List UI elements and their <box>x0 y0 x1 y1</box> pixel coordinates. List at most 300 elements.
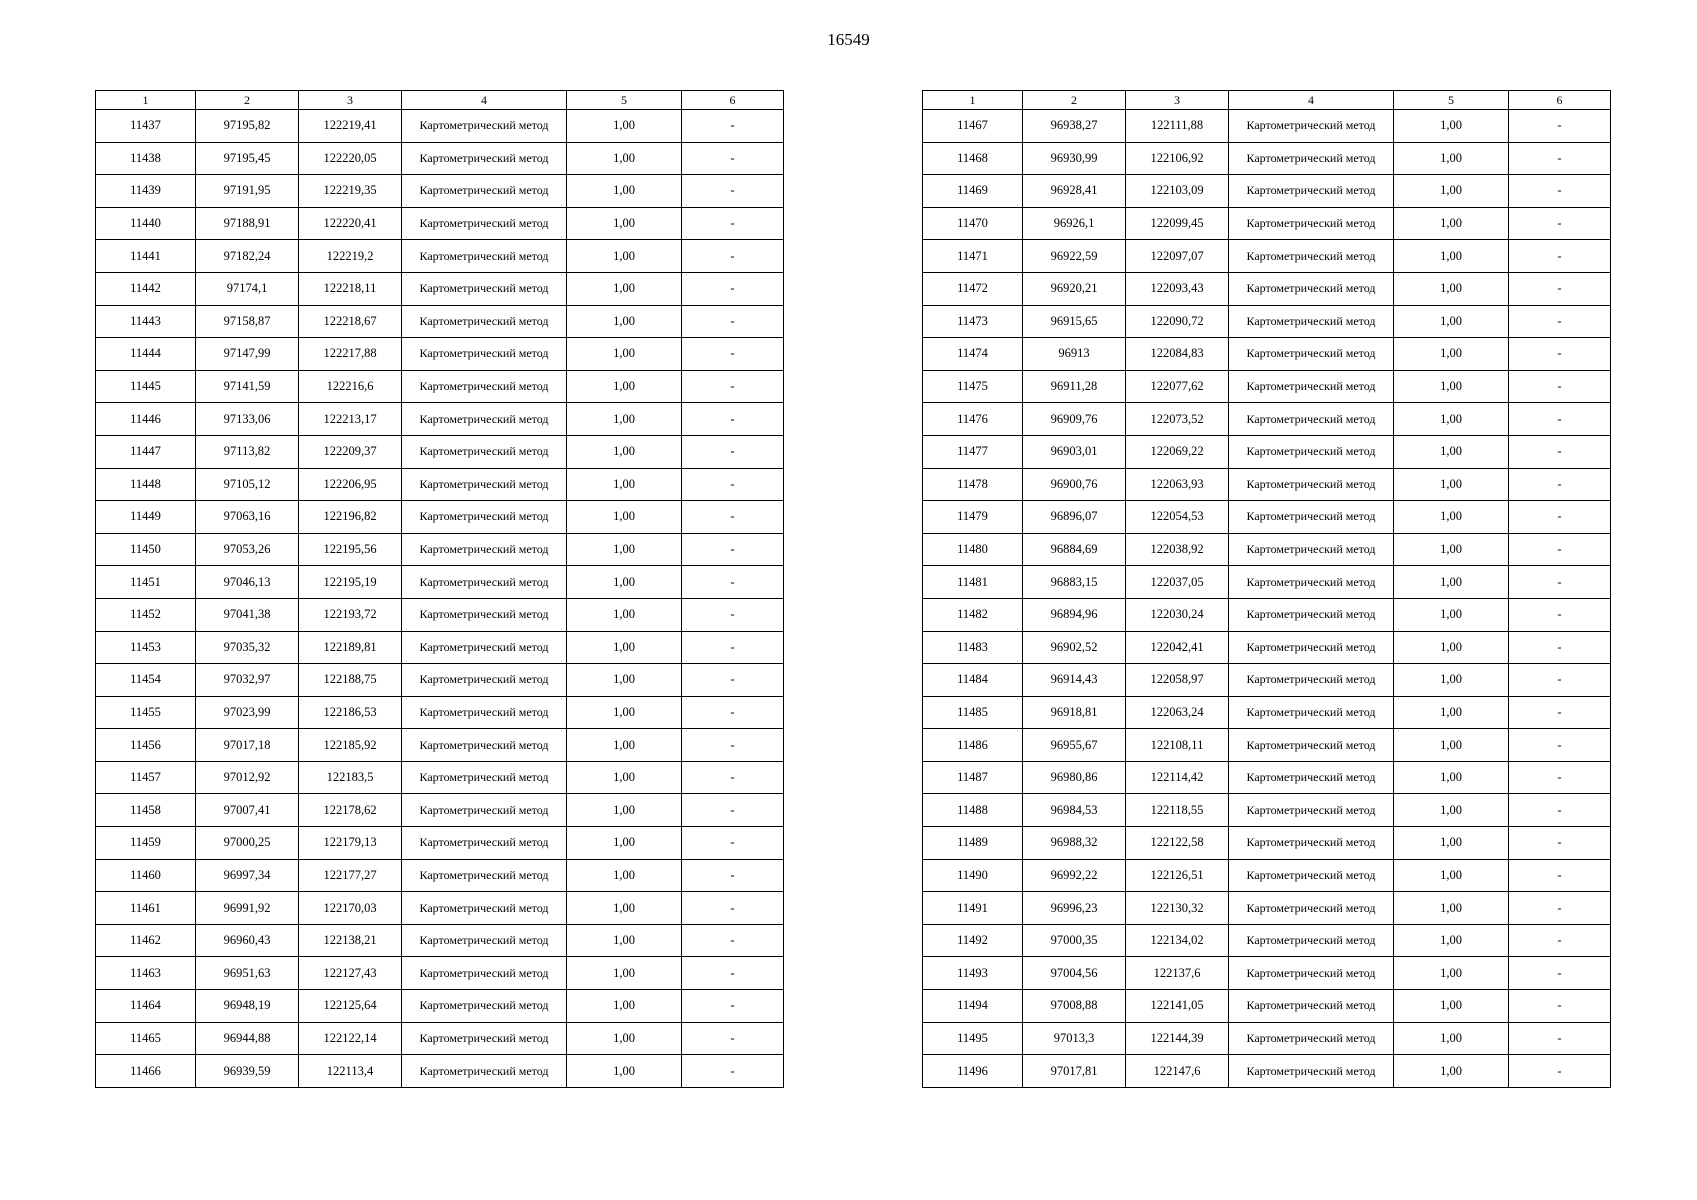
y-coordinate-cell: 122186,53 <box>299 696 402 729</box>
point-number-cell: 11479 <box>923 501 1023 534</box>
point-number-cell: 11459 <box>96 827 196 860</box>
table-row <box>96 957 784 990</box>
description-cell: - <box>682 631 784 664</box>
accuracy-cell: 1,00 <box>1394 142 1509 175</box>
description-cell: - <box>682 403 784 436</box>
y-coordinate-cell: 122084,83 <box>1126 338 1229 371</box>
table-row <box>923 729 1611 762</box>
table-row <box>96 664 784 697</box>
column-header: 1 <box>923 91 1023 110</box>
y-coordinate-cell: 122147,6 <box>1126 1055 1229 1088</box>
accuracy-cell: 1,00 <box>567 924 682 957</box>
point-number-cell: 11471 <box>923 240 1023 273</box>
table-row <box>923 142 1611 175</box>
x-coordinate-cell: 97008,88 <box>1023 990 1126 1023</box>
x-coordinate-cell: 97032,97 <box>196 664 299 697</box>
table-row <box>923 207 1611 240</box>
y-coordinate-cell: 122077,62 <box>1126 370 1229 403</box>
x-coordinate-cell: 97063,16 <box>196 501 299 534</box>
table-row <box>923 403 1611 436</box>
table-row <box>923 664 1611 697</box>
method-cell: Картометрический метод <box>1229 501 1394 534</box>
accuracy-cell: 1,00 <box>1394 990 1509 1023</box>
table-row <box>96 240 784 273</box>
point-number-cell: 11442 <box>96 272 196 305</box>
y-coordinate-cell: 122122,14 <box>299 1022 402 1055</box>
point-number-cell: 11446 <box>96 403 196 436</box>
description-cell: - <box>682 598 784 631</box>
table-row <box>96 403 784 436</box>
x-coordinate-cell: 96951,63 <box>196 957 299 990</box>
y-coordinate-cell: 122195,19 <box>299 566 402 599</box>
description-cell: - <box>1509 761 1611 794</box>
table-row <box>96 696 784 729</box>
point-number-cell: 11454 <box>96 664 196 697</box>
description-cell: - <box>682 370 784 403</box>
x-coordinate-cell: 96980,86 <box>1023 761 1126 794</box>
x-coordinate-cell: 96928,41 <box>1023 175 1126 208</box>
table-row <box>923 305 1611 338</box>
point-number-cell: 11441 <box>96 240 196 273</box>
coordinates-table-right <box>922 90 1611 1088</box>
table-row <box>96 892 784 925</box>
description-cell: - <box>682 566 784 599</box>
x-coordinate-cell: 96997,34 <box>196 859 299 892</box>
point-number-cell: 11474 <box>923 338 1023 371</box>
x-coordinate-cell: 96955,67 <box>1023 729 1126 762</box>
point-number-cell: 11477 <box>923 435 1023 468</box>
point-number-cell: 11456 <box>96 729 196 762</box>
method-cell: Картометрический метод <box>402 272 567 305</box>
table-row <box>923 631 1611 664</box>
description-cell: - <box>1509 794 1611 827</box>
y-coordinate-cell: 122114,42 <box>1126 761 1229 794</box>
method-cell: Картометрический метод <box>1229 729 1394 762</box>
description-cell: - <box>682 696 784 729</box>
x-coordinate-cell: 96909,76 <box>1023 403 1126 436</box>
x-coordinate-cell: 96960,43 <box>196 924 299 957</box>
table-row <box>923 696 1611 729</box>
point-number-cell: 11476 <box>923 403 1023 436</box>
table-row <box>96 631 784 664</box>
x-coordinate-cell: 97017,18 <box>196 729 299 762</box>
x-coordinate-cell: 96920,21 <box>1023 272 1126 305</box>
method-cell: Картометрический метод <box>402 1022 567 1055</box>
y-coordinate-cell: 122138,21 <box>299 924 402 957</box>
y-coordinate-cell: 122209,37 <box>299 435 402 468</box>
point-number-cell: 11443 <box>96 305 196 338</box>
description-cell: - <box>1509 175 1611 208</box>
method-cell: Картометрический метод <box>1229 435 1394 468</box>
accuracy-cell: 1,00 <box>567 859 682 892</box>
accuracy-cell: 1,00 <box>1394 501 1509 534</box>
method-cell: Картометрический метод <box>1229 403 1394 436</box>
accuracy-cell: 1,00 <box>1394 924 1509 957</box>
method-cell: Картометрический метод <box>402 305 567 338</box>
y-coordinate-cell: 122038,92 <box>1126 533 1229 566</box>
y-coordinate-cell: 122125,64 <box>299 990 402 1023</box>
point-number-cell: 11453 <box>96 631 196 664</box>
accuracy-cell: 1,00 <box>567 272 682 305</box>
y-coordinate-cell: 122063,93 <box>1126 468 1229 501</box>
y-coordinate-cell: 122130,32 <box>1126 892 1229 925</box>
method-cell: Картометрический метод <box>1229 859 1394 892</box>
x-coordinate-cell: 97174,1 <box>196 272 299 305</box>
x-coordinate-cell: 96944,88 <box>196 1022 299 1055</box>
accuracy-cell: 1,00 <box>1394 240 1509 273</box>
method-cell: Картометрический метод <box>1229 892 1394 925</box>
description-cell: - <box>682 468 784 501</box>
y-coordinate-cell: 122108,11 <box>1126 729 1229 762</box>
table-row <box>923 435 1611 468</box>
description-cell: - <box>682 435 784 468</box>
column-header: 4 <box>402 91 567 110</box>
point-number-cell: 11464 <box>96 990 196 1023</box>
table-header-row <box>923 91 1611 110</box>
description-cell: - <box>1509 468 1611 501</box>
table-row <box>96 794 784 827</box>
accuracy-cell: 1,00 <box>567 501 682 534</box>
x-coordinate-cell: 96914,43 <box>1023 664 1126 697</box>
table-row <box>96 175 784 208</box>
accuracy-cell: 1,00 <box>1394 598 1509 631</box>
accuracy-cell: 1,00 <box>1394 110 1509 143</box>
method-cell: Картометрический метод <box>1229 240 1394 273</box>
description-cell: - <box>1509 305 1611 338</box>
x-coordinate-cell: 97017,81 <box>1023 1055 1126 1088</box>
y-coordinate-cell: 122069,22 <box>1126 435 1229 468</box>
description-cell: - <box>1509 631 1611 664</box>
y-coordinate-cell: 122118,55 <box>1126 794 1229 827</box>
method-cell: Картометрический метод <box>1229 207 1394 240</box>
description-cell: - <box>1509 664 1611 697</box>
description-cell: - <box>1509 827 1611 860</box>
accuracy-cell: 1,00 <box>1394 957 1509 990</box>
accuracy-cell: 1,00 <box>567 664 682 697</box>
accuracy-cell: 1,00 <box>567 990 682 1023</box>
accuracy-cell: 1,00 <box>567 468 682 501</box>
table-row <box>96 761 784 794</box>
x-coordinate-cell: 96996,23 <box>1023 892 1126 925</box>
accuracy-cell: 1,00 <box>567 338 682 371</box>
method-cell: Картометрический метод <box>402 468 567 501</box>
point-number-cell: 11486 <box>923 729 1023 762</box>
x-coordinate-cell: 97013,3 <box>1023 1022 1126 1055</box>
point-number-cell: 11484 <box>923 664 1023 697</box>
accuracy-cell: 1,00 <box>567 566 682 599</box>
method-cell: Картометрический метод <box>1229 598 1394 631</box>
description-cell: - <box>682 892 784 925</box>
column-header: 5 <box>567 91 682 110</box>
accuracy-cell: 1,00 <box>567 175 682 208</box>
method-cell: Картометрический метод <box>1229 924 1394 957</box>
table-row <box>923 566 1611 599</box>
column-header: 5 <box>1394 91 1509 110</box>
table-row <box>923 957 1611 990</box>
method-cell: Картометрический метод <box>402 338 567 371</box>
column-header: 3 <box>1126 91 1229 110</box>
x-coordinate-cell: 96991,92 <box>196 892 299 925</box>
point-number-cell: 11440 <box>96 207 196 240</box>
description-cell: - <box>682 305 784 338</box>
x-coordinate-cell: 97004,56 <box>1023 957 1126 990</box>
column-header: 1 <box>96 91 196 110</box>
table-header-row <box>96 91 784 110</box>
description-cell: - <box>682 729 784 762</box>
table-row <box>96 142 784 175</box>
table-row <box>96 370 784 403</box>
point-number-cell: 11461 <box>96 892 196 925</box>
method-cell: Картометрический метод <box>1229 566 1394 599</box>
method-cell: Картометрический метод <box>402 990 567 1023</box>
accuracy-cell: 1,00 <box>1394 1022 1509 1055</box>
x-coordinate-cell: 97195,45 <box>196 142 299 175</box>
table-row <box>923 1055 1611 1088</box>
accuracy-cell: 1,00 <box>1394 696 1509 729</box>
method-cell: Картометрический метод <box>1229 1022 1394 1055</box>
x-coordinate-cell: 97147,99 <box>196 338 299 371</box>
x-coordinate-cell: 97182,24 <box>196 240 299 273</box>
x-coordinate-cell: 97188,91 <box>196 207 299 240</box>
description-cell: - <box>682 827 784 860</box>
method-cell: Картометрический метод <box>402 175 567 208</box>
accuracy-cell: 1,00 <box>1394 566 1509 599</box>
x-coordinate-cell: 97191,95 <box>196 175 299 208</box>
method-cell: Картометрический метод <box>402 598 567 631</box>
x-coordinate-cell: 96988,32 <box>1023 827 1126 860</box>
y-coordinate-cell: 122134,02 <box>1126 924 1229 957</box>
method-cell: Картометрический метод <box>1229 957 1394 990</box>
y-coordinate-cell: 122219,35 <box>299 175 402 208</box>
x-coordinate-cell: 97041,38 <box>196 598 299 631</box>
description-cell: - <box>682 338 784 371</box>
y-coordinate-cell: 122196,82 <box>299 501 402 534</box>
method-cell: Картометрический метод <box>402 729 567 762</box>
x-coordinate-cell: 97035,32 <box>196 631 299 664</box>
x-coordinate-cell: 97053,26 <box>196 533 299 566</box>
description-cell: - <box>682 859 784 892</box>
point-number-cell: 11438 <box>96 142 196 175</box>
table-row <box>96 924 784 957</box>
method-cell: Картометрический метод <box>1229 533 1394 566</box>
y-coordinate-cell: 122188,75 <box>299 664 402 697</box>
column-header: 2 <box>1023 91 1126 110</box>
method-cell: Картометрический метод <box>402 403 567 436</box>
description-cell: - <box>682 664 784 697</box>
description-cell: - <box>1509 338 1611 371</box>
y-coordinate-cell: 122093,43 <box>1126 272 1229 305</box>
y-coordinate-cell: 122073,52 <box>1126 403 1229 436</box>
description-cell: - <box>1509 533 1611 566</box>
point-number-cell: 11450 <box>96 533 196 566</box>
method-cell: Картометрический метод <box>1229 338 1394 371</box>
point-number-cell: 11469 <box>923 175 1023 208</box>
x-coordinate-cell: 97046,13 <box>196 566 299 599</box>
y-coordinate-cell: 122042,41 <box>1126 631 1229 664</box>
y-coordinate-cell: 122113,4 <box>299 1055 402 1088</box>
table-row <box>96 1022 784 1055</box>
method-cell: Картометрический метод <box>402 664 567 697</box>
accuracy-cell: 1,00 <box>1394 892 1509 925</box>
description-cell: - <box>1509 924 1611 957</box>
method-cell: Картометрический метод <box>402 761 567 794</box>
point-number-cell: 11472 <box>923 272 1023 305</box>
point-number-cell: 11467 <box>923 110 1023 143</box>
method-cell: Картометрический метод <box>402 207 567 240</box>
description-cell: - <box>1509 957 1611 990</box>
x-coordinate-cell: 97105,12 <box>196 468 299 501</box>
accuracy-cell: 1,00 <box>567 207 682 240</box>
point-number-cell: 11463 <box>96 957 196 990</box>
point-number-cell: 11483 <box>923 631 1023 664</box>
accuracy-cell: 1,00 <box>567 892 682 925</box>
method-cell: Картометрический метод <box>1229 696 1394 729</box>
accuracy-cell: 1,00 <box>1394 1055 1509 1088</box>
table-row <box>96 468 784 501</box>
point-number-cell: 11439 <box>96 175 196 208</box>
method-cell: Картометрический метод <box>402 370 567 403</box>
accuracy-cell: 1,00 <box>567 435 682 468</box>
method-cell: Картометрический метод <box>1229 827 1394 860</box>
description-cell: - <box>682 924 784 957</box>
accuracy-cell: 1,00 <box>1394 859 1509 892</box>
y-coordinate-cell: 122111,88 <box>1126 110 1229 143</box>
accuracy-cell: 1,00 <box>567 533 682 566</box>
method-cell: Картометрический метод <box>1229 272 1394 305</box>
table-row <box>923 892 1611 925</box>
point-number-cell: 11437 <box>96 110 196 143</box>
method-cell: Картометрический метод <box>402 794 567 827</box>
accuracy-cell: 1,00 <box>1394 403 1509 436</box>
point-number-cell: 11489 <box>923 827 1023 860</box>
accuracy-cell: 1,00 <box>1394 761 1509 794</box>
point-number-cell: 11481 <box>923 566 1023 599</box>
y-coordinate-cell: 122137,6 <box>1126 957 1229 990</box>
table-row <box>923 827 1611 860</box>
x-coordinate-cell: 97113,82 <box>196 435 299 468</box>
description-cell: - <box>1509 370 1611 403</box>
description-cell: - <box>682 533 784 566</box>
table-row <box>96 501 784 534</box>
x-coordinate-cell: 96883,15 <box>1023 566 1126 599</box>
table-row <box>923 598 1611 631</box>
y-coordinate-cell: 122185,92 <box>299 729 402 762</box>
accuracy-cell: 1,00 <box>567 729 682 762</box>
method-cell: Картометрический метод <box>402 827 567 860</box>
x-coordinate-cell: 96913 <box>1023 338 1126 371</box>
x-coordinate-cell: 97133,06 <box>196 403 299 436</box>
description-cell: - <box>682 1055 784 1088</box>
y-coordinate-cell: 122054,53 <box>1126 501 1229 534</box>
method-cell: Картометрический метод <box>402 957 567 990</box>
point-number-cell: 11458 <box>96 794 196 827</box>
y-coordinate-cell: 122122,58 <box>1126 827 1229 860</box>
description-cell: - <box>1509 598 1611 631</box>
description-cell: - <box>1509 990 1611 1023</box>
description-cell: - <box>1509 142 1611 175</box>
y-coordinate-cell: 122097,07 <box>1126 240 1229 273</box>
description-cell: - <box>682 110 784 143</box>
table-row <box>923 338 1611 371</box>
description-cell: - <box>682 794 784 827</box>
point-number-cell: 11488 <box>923 794 1023 827</box>
x-coordinate-cell: 97141,59 <box>196 370 299 403</box>
method-cell: Картометрический метод <box>1229 370 1394 403</box>
point-number-cell: 11451 <box>96 566 196 599</box>
description-cell: - <box>1509 207 1611 240</box>
x-coordinate-cell: 96926,1 <box>1023 207 1126 240</box>
method-cell: Картометрический метод <box>402 566 567 599</box>
x-coordinate-cell: 96939,59 <box>196 1055 299 1088</box>
description-cell: - <box>682 207 784 240</box>
x-coordinate-cell: 96992,22 <box>1023 859 1126 892</box>
description-cell: - <box>682 272 784 305</box>
coordinates-table-left <box>95 90 784 1088</box>
x-coordinate-cell: 96903,01 <box>1023 435 1126 468</box>
table-row <box>923 370 1611 403</box>
table-row <box>96 859 784 892</box>
table-row <box>96 598 784 631</box>
description-cell: - <box>682 240 784 273</box>
description-cell: - <box>682 175 784 208</box>
y-coordinate-cell: 122063,24 <box>1126 696 1229 729</box>
column-header: 2 <box>196 91 299 110</box>
accuracy-cell: 1,00 <box>1394 794 1509 827</box>
table-row <box>96 110 784 143</box>
point-number-cell: 11468 <box>923 142 1023 175</box>
y-coordinate-cell: 122216,6 <box>299 370 402 403</box>
description-cell: - <box>1509 1055 1611 1088</box>
accuracy-cell: 1,00 <box>567 696 682 729</box>
table-row <box>96 990 784 1023</box>
method-cell: Картометрический метод <box>1229 794 1394 827</box>
method-cell: Картометрический метод <box>402 1055 567 1088</box>
point-number-cell: 11455 <box>96 696 196 729</box>
x-coordinate-cell: 96896,07 <box>1023 501 1126 534</box>
accuracy-cell: 1,00 <box>1394 435 1509 468</box>
description-cell: - <box>682 761 784 794</box>
method-cell: Картометрический метод <box>1229 468 1394 501</box>
accuracy-cell: 1,00 <box>567 1055 682 1088</box>
y-coordinate-cell: 122195,56 <box>299 533 402 566</box>
y-coordinate-cell: 122106,92 <box>1126 142 1229 175</box>
x-coordinate-cell: 97012,92 <box>196 761 299 794</box>
description-cell: - <box>1509 403 1611 436</box>
accuracy-cell: 1,00 <box>567 827 682 860</box>
method-cell: Картометрический метод <box>402 892 567 925</box>
y-coordinate-cell: 122183,5 <box>299 761 402 794</box>
accuracy-cell: 1,00 <box>1394 468 1509 501</box>
accuracy-cell: 1,00 <box>1394 272 1509 305</box>
method-cell: Картометрический метод <box>1229 664 1394 697</box>
point-number-cell: 11494 <box>923 990 1023 1023</box>
y-coordinate-cell: 122206,95 <box>299 468 402 501</box>
y-coordinate-cell: 122090,72 <box>1126 305 1229 338</box>
y-coordinate-cell: 122030,24 <box>1126 598 1229 631</box>
table-row <box>923 761 1611 794</box>
method-cell: Картометрический метод <box>1229 1055 1394 1088</box>
point-number-cell: 11495 <box>923 1022 1023 1055</box>
point-number-cell: 11449 <box>96 501 196 534</box>
accuracy-cell: 1,00 <box>567 957 682 990</box>
accuracy-cell: 1,00 <box>1394 175 1509 208</box>
description-cell: - <box>1509 859 1611 892</box>
point-number-cell: 11444 <box>96 338 196 371</box>
point-number-cell: 11485 <box>923 696 1023 729</box>
y-coordinate-cell: 122220,05 <box>299 142 402 175</box>
x-coordinate-cell: 96900,76 <box>1023 468 1126 501</box>
method-cell: Картометрический метод <box>402 696 567 729</box>
